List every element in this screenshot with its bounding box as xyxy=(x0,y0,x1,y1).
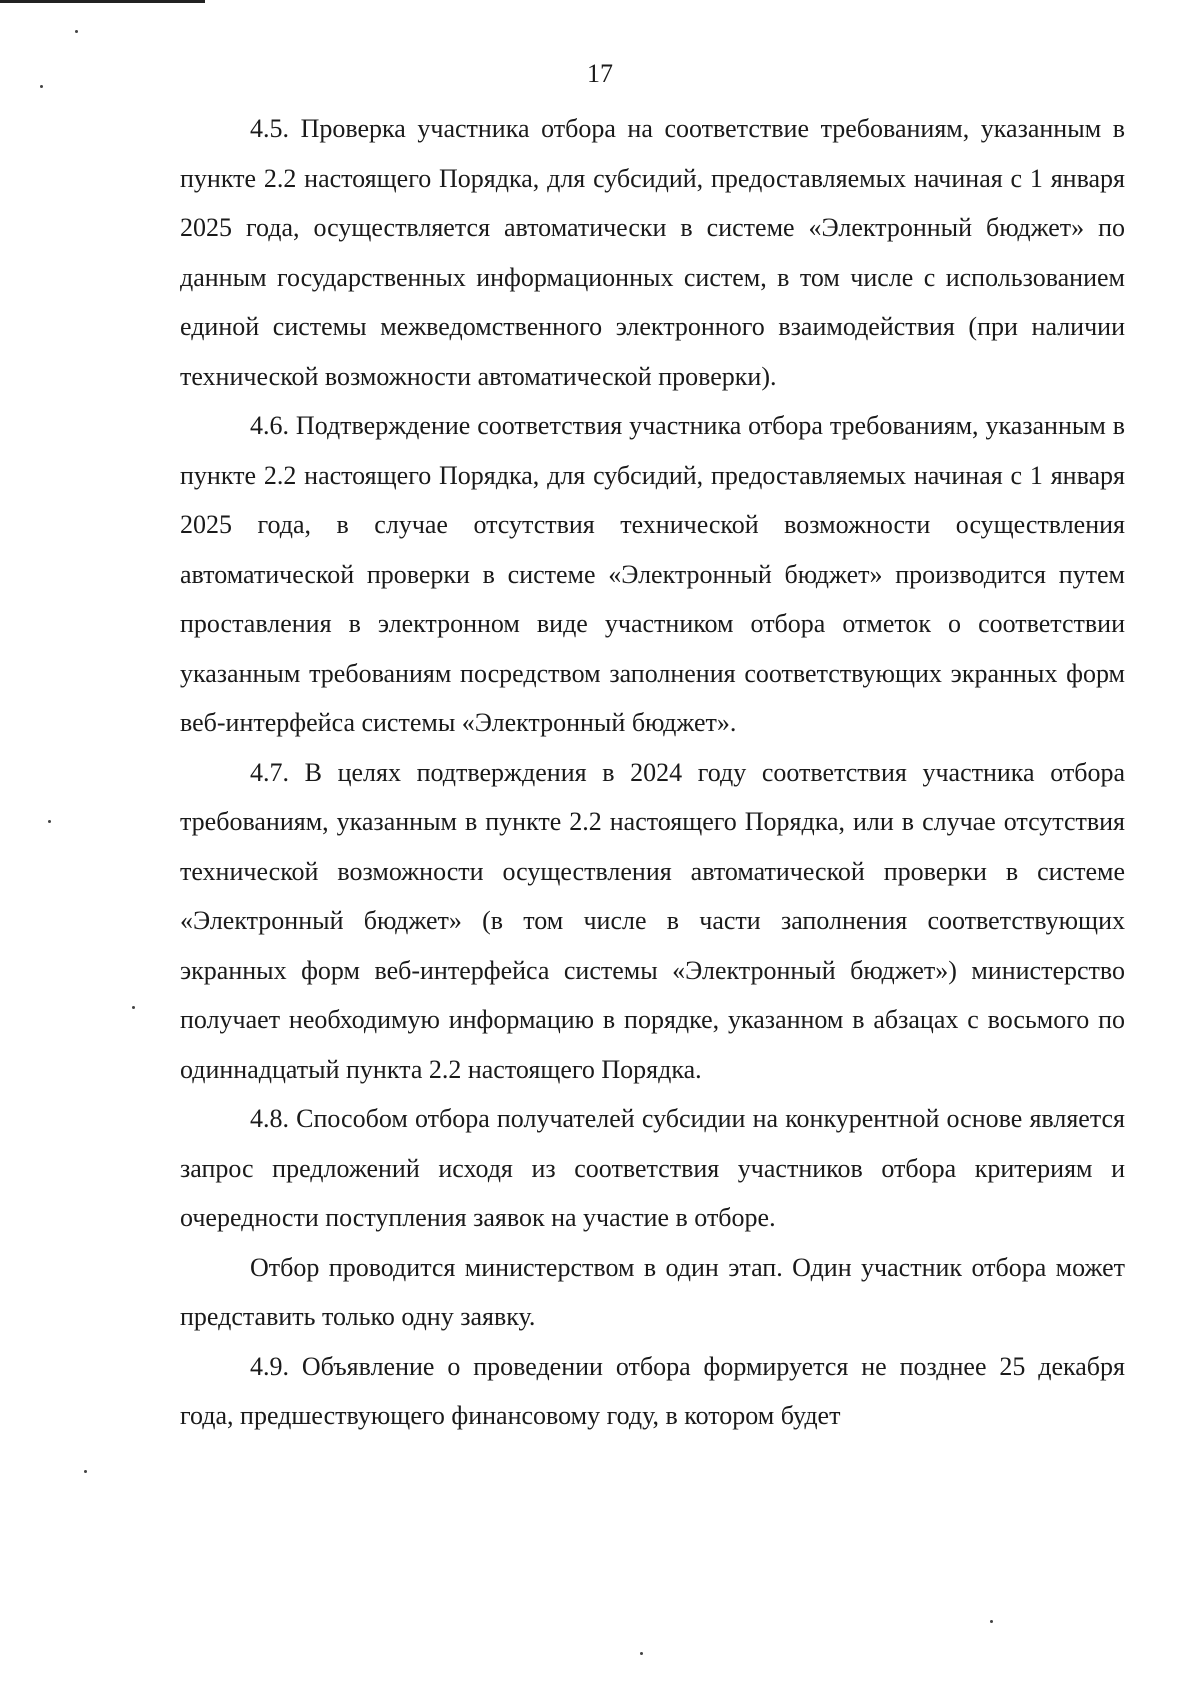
paragraph-4-9: 4.9. Объявление о проведении отбора формируется не позднее 25 декабря года, предшествующего финансовому году, в котором будет xyxy=(180,1351,1125,1430)
top-scan-border xyxy=(0,0,205,3)
page-number: 17 xyxy=(587,59,613,88)
scan-speck xyxy=(48,820,51,823)
paragraph-selection-stage: Отбор проводится министерством в один этап. Один участник отбора может представить только одну заявку. xyxy=(180,1252,1125,1331)
scan-speck xyxy=(75,30,78,33)
paragraph-4-7: 4.7. В целях подтверждения в 2024 году соответствия участника отбора требованиям, указанным в пункте 2.2 настоящего Порядка, или в случае отсутствия технической возможности осуществления автоматической проверки в системе «Электронный бюджет» (в том числе в части заполнения соответствующих экранных форм веб-интерфейса системы «Электронный бюджет») министерство получает необходимую информацию в порядке, указанном в абзацах с восьмого по одиннадцатый пункта 2.2 настоящего Порядка. xyxy=(180,757,1125,1084)
document-body xyxy=(180,104,1125,1441)
scan-speck xyxy=(40,85,43,88)
scan-speck xyxy=(84,1470,87,1473)
scan-speck xyxy=(990,1620,993,1623)
scan-speck xyxy=(132,1006,135,1009)
paragraph-4-5: 4.5. Проверка участника отбора на соответствие требованиям, указанным в пункте 2.2 настоящего Порядка, для субсидий, предоставляемых начиная с 1 января 2025 года, осуществляется автоматически в системе «Электронный бюджет» по данным государственных информационных систем, в том числе с использованием единой системы межведомственного электронного взаимодействия (при наличии технической возможности автоматической проверки). xyxy=(180,114,1125,391)
paragraph-4-8: 4.8. Способом отбора получателей субсидии на конкурентной основе является запрос предложений исходя из соответствия участников отбора критериям и очередности поступления заявок на участие в отборе. xyxy=(180,1104,1125,1232)
paragraph-4-6: 4.6. Подтверждение соответствия участника отбора требованиям, указанным в пункте 2.2 настоящего Порядка, для субсидий, предоставляемых начиная с 1 января 2025 года, в случае отсутствия технической возможности осуществления автоматической проверки в системе «Электронный бюджет» производится путем проставления в электронном виде участником отбора отметок о соответствии указанным требованиям посредством заполнения соответствующих экранных форм веб-интерфейса системы «Электронный бюджет». xyxy=(180,411,1125,737)
scan-speck xyxy=(640,1652,643,1655)
